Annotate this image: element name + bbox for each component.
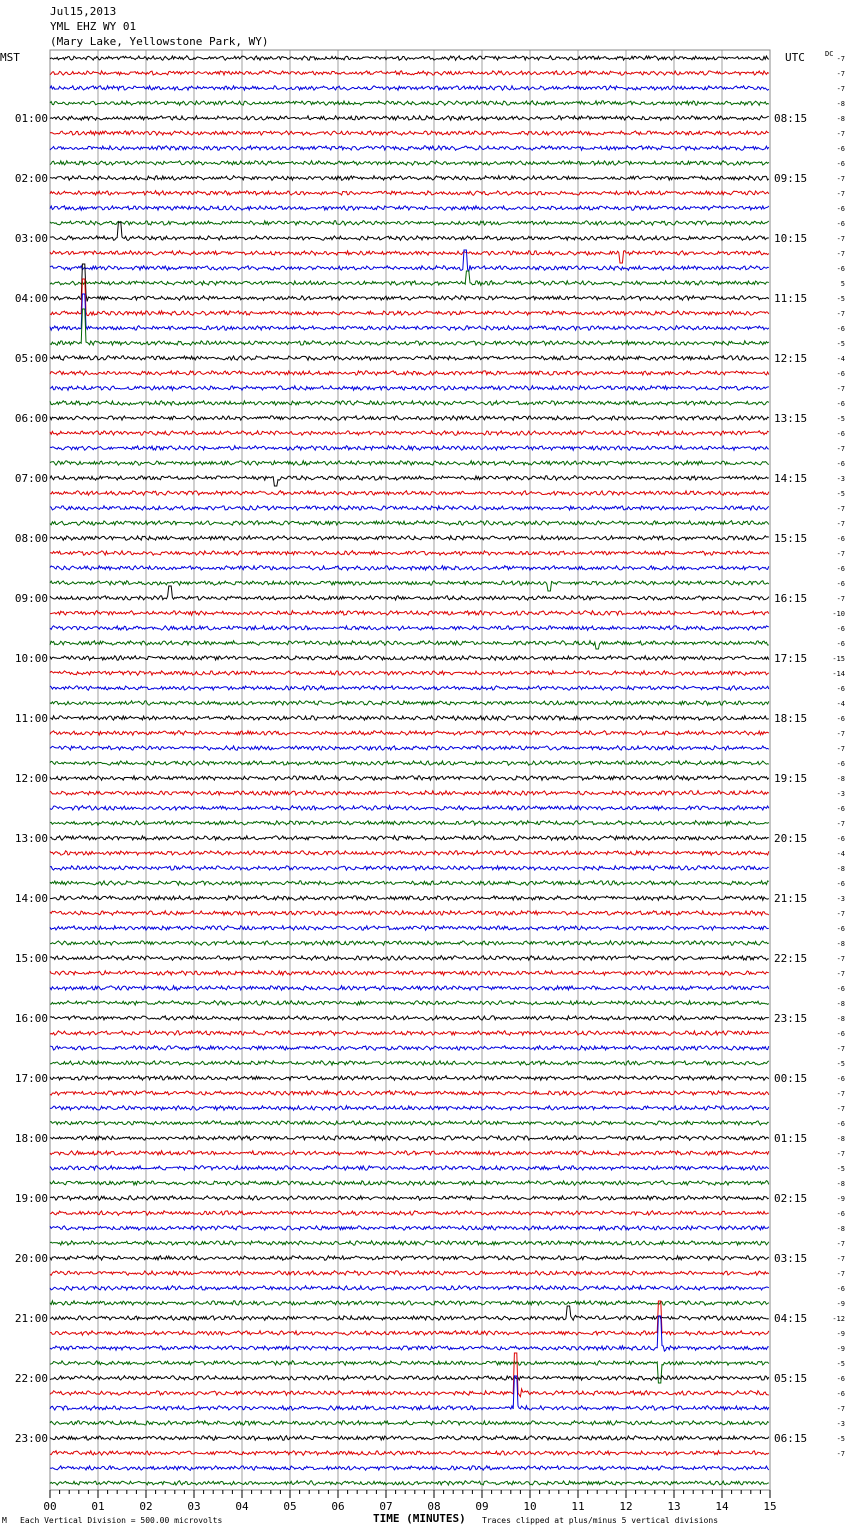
- left-hour-label: 17:00: [14, 1072, 48, 1085]
- trace-80: [50, 1241, 769, 1245]
- trace-63: [50, 986, 769, 991]
- right-hour-label: 15:15: [774, 532, 808, 545]
- trace-65: [50, 1016, 769, 1021]
- trace-offset-label: -6: [836, 535, 845, 543]
- trace-offset-label: -7: [836, 1405, 845, 1413]
- x-tick-label: 12: [619, 1500, 633, 1513]
- left-timezone: MST: [0, 51, 20, 64]
- x-tick-label: 08: [427, 1500, 441, 1513]
- trace-offset-label: -6: [836, 985, 845, 993]
- left-hour-label: 06:00: [14, 412, 48, 425]
- trace-offset-label: -7: [836, 175, 845, 183]
- trace-5: [50, 116, 769, 121]
- right-hour-label: 21:15: [774, 892, 808, 905]
- trace-77: [50, 1196, 769, 1200]
- trace-offset-label: -8: [836, 1180, 845, 1188]
- trace-offset-label: -8: [836, 1135, 845, 1143]
- chart-date: Jul15,2013: [50, 5, 117, 18]
- trace-45: [50, 716, 769, 721]
- trace-offset-label: -7: [836, 595, 845, 603]
- trace-43: [50, 686, 769, 690]
- left-hour-label: 21:00: [14, 1312, 48, 1325]
- trace-offset-label: -9: [836, 1345, 845, 1353]
- trace-lines: [50, 56, 769, 1485]
- trace-offset-label: -8: [836, 115, 845, 123]
- trace-offset-label: -6: [836, 1120, 845, 1128]
- right-hour-label: 22:15: [774, 952, 808, 965]
- right-hour-label: 09:15: [774, 172, 808, 185]
- trace-offset-label: -6: [836, 400, 845, 408]
- trace-offset-label: -8: [836, 100, 845, 108]
- right-hour-label: 23:15: [774, 1012, 808, 1025]
- x-tick-label: 05: [283, 1500, 297, 1513]
- trace-offset-label: -6: [836, 1210, 845, 1218]
- trace-offset-label: -9: [836, 1300, 845, 1308]
- x-axis-ticks: [50, 1490, 770, 1498]
- trace-offset-label: -7: [836, 910, 845, 918]
- trace-11: [50, 206, 769, 210]
- trace-offset-label: -4: [836, 850, 845, 858]
- trace-29: [50, 476, 769, 486]
- trace-offset-label: -8: [836, 1015, 845, 1023]
- trace-1: [50, 56, 769, 61]
- left-hour-label: 04:00: [14, 292, 48, 305]
- left-hour-label: 01:00: [14, 112, 48, 125]
- right-hour-label: 05:15: [774, 1372, 808, 1385]
- right-hour-label: 00:15: [774, 1072, 808, 1085]
- trace-26: [50, 431, 769, 436]
- trace-10: [50, 191, 769, 196]
- x-tick-label: 02: [139, 1500, 153, 1513]
- trace-offset-label: -5: [836, 1165, 845, 1173]
- left-hour-label: 02:00: [14, 172, 48, 185]
- trace-offset-label: -6: [836, 625, 845, 633]
- trace-57: [50, 896, 769, 901]
- trace-21: [50, 356, 769, 360]
- trace-14: [50, 251, 769, 263]
- trace-offset-label: -15: [832, 655, 845, 663]
- trace-offset-label: -7: [836, 1105, 845, 1113]
- trace-70: [50, 1091, 769, 1096]
- x-tick-label: 15: [763, 1500, 777, 1513]
- trace-offset-label: -6: [836, 265, 845, 273]
- trace-25: [50, 416, 769, 421]
- trace-offset-label: -5: [836, 340, 845, 348]
- left-hour-label: 11:00: [14, 712, 48, 725]
- x-tick-label: 10: [523, 1500, 537, 1513]
- trace-offset-label: -6: [836, 1030, 845, 1038]
- right-hour-label: 08:15: [774, 112, 808, 125]
- trace-34: [50, 551, 769, 556]
- trace-92: [50, 1421, 769, 1426]
- trace-offset-label: -6: [836, 430, 845, 438]
- trace-76: [50, 1181, 769, 1186]
- trace-offset-label: -6: [836, 835, 845, 843]
- trace-69: [50, 1076, 769, 1080]
- trace-96: [50, 1481, 769, 1485]
- trace-58: [50, 911, 769, 915]
- trace-24: [50, 401, 769, 405]
- trace-offset-label: -7: [836, 955, 845, 963]
- right-hour-label: 16:15: [774, 592, 808, 605]
- right-hour-label: 11:15: [774, 292, 808, 305]
- trace-8: [50, 161, 769, 166]
- trace-offset-label: -7: [836, 730, 845, 738]
- x-tick-label: 03: [187, 1500, 201, 1513]
- trace-offset-label: -5: [836, 1360, 845, 1368]
- trace-30: [50, 491, 769, 496]
- trace-offset-label: -7: [836, 235, 845, 243]
- trace-offset-label: -3: [836, 475, 845, 483]
- left-hour-label: 07:00: [14, 472, 48, 485]
- trace-52: [50, 821, 769, 826]
- left-hour-label: 18:00: [14, 1132, 48, 1145]
- scale-note: Each Vertical Division = 500.00 microvolts: [20, 1516, 223, 1525]
- x-tick-label: 13: [667, 1500, 681, 1513]
- left-hour-label: 23:00: [14, 1432, 48, 1445]
- trace-offset-label: -7: [836, 130, 845, 138]
- trace-offset-label: -7: [836, 445, 845, 453]
- trace-79: [50, 1226, 769, 1230]
- trace-offset-label: -6: [836, 715, 845, 723]
- x-axis-label: TIME (MINUTES): [373, 1512, 466, 1525]
- trace-offset-label: -6: [836, 580, 845, 588]
- trace-offset-label: -6: [836, 685, 845, 693]
- trace-offset-label: -14: [832, 670, 845, 678]
- trace-73: [50, 1136, 769, 1141]
- trace-offset-label: -7: [836, 385, 845, 393]
- trace-74: [50, 1151, 769, 1155]
- trace-68: [50, 1061, 769, 1066]
- trace-offset-label: -5: [836, 295, 845, 303]
- trace-12: [50, 221, 769, 226]
- trace-offset-label: -4: [836, 355, 845, 363]
- right-hour-label: 10:15: [774, 232, 808, 245]
- trace-offset-label: -7: [836, 970, 845, 978]
- trace-offset-label: -6: [836, 1390, 845, 1398]
- trace-55: [50, 866, 769, 870]
- right-hour-label: 20:15: [774, 832, 808, 845]
- trace-83: [50, 1286, 769, 1291]
- left-hour-label: 15:00: [14, 952, 48, 965]
- x-tick-label: 11: [571, 1500, 585, 1513]
- trace-38: [50, 611, 769, 616]
- trace-offset-label: -8: [836, 940, 845, 948]
- trace-42: [50, 671, 769, 676]
- right-hour-label: 04:15: [774, 1312, 808, 1325]
- trace-offset-label: -8: [836, 775, 845, 783]
- left-hour-label: 05:00: [14, 352, 48, 365]
- axis-labels: [15, 55, 845, 1513]
- left-hour-label: 10:00: [14, 652, 48, 665]
- trace-offset-label: -3: [836, 1420, 845, 1428]
- trace-54: [50, 851, 769, 856]
- trace-offset-label: -6: [836, 925, 845, 933]
- trace-offset-label: -6: [836, 370, 845, 378]
- trace-60: [50, 941, 769, 946]
- trace-offset-label: -5: [836, 490, 845, 498]
- trace-23: [50, 386, 769, 391]
- trace-offset-label: -7: [836, 1450, 845, 1458]
- trace-47: [50, 746, 769, 750]
- trace-offset-label: -8: [836, 865, 845, 873]
- left-hour-label: 12:00: [14, 772, 48, 785]
- trace-61: [50, 956, 769, 961]
- left-hour-label: 14:00: [14, 892, 48, 905]
- trace-offset-label: -12: [832, 1315, 845, 1323]
- trace-offset-label: -7: [836, 250, 845, 258]
- trace-offset-label: -6: [836, 325, 845, 333]
- trace-offset-label: -7: [836, 505, 845, 513]
- trace-2: [50, 71, 769, 75]
- left-hour-label: 03:00: [14, 232, 48, 245]
- trace-94: [50, 1451, 769, 1456]
- trace-offset-label: -6: [836, 460, 845, 468]
- trace-offset-label: -9: [836, 1195, 845, 1203]
- trace-59: [50, 926, 769, 930]
- trace-17: [50, 264, 769, 301]
- trace-offset-label: -8: [836, 1225, 845, 1233]
- trace-72: [50, 1121, 769, 1126]
- trace-13: [50, 222, 769, 241]
- trace-41: [50, 656, 769, 661]
- trace-44: [50, 701, 769, 705]
- trace-32: [50, 521, 769, 526]
- trace-offset-label: -7: [836, 310, 845, 318]
- trace-33: [50, 536, 769, 540]
- trace-offset-label: -7: [836, 820, 845, 828]
- right-hour-label: 13:15: [774, 412, 808, 425]
- trace-offset-label: -10: [832, 610, 845, 618]
- trace-offset-label: -7: [836, 55, 845, 63]
- trace-offset-label: -7: [836, 550, 845, 558]
- trace-offset-label: -6: [836, 760, 845, 768]
- trace-offset-label: -7: [836, 1045, 845, 1053]
- trace-48: [50, 761, 769, 766]
- right-hour-label: 19:15: [774, 772, 808, 785]
- trace-offset-label: -5: [836, 1060, 845, 1068]
- right-hour-label: 17:15: [774, 652, 808, 665]
- left-hour-label: 09:00: [14, 592, 48, 605]
- left-hour-label: 19:00: [14, 1192, 48, 1205]
- trace-offset-label: -6: [836, 160, 845, 168]
- trace-27: [50, 446, 769, 451]
- trace-49: [50, 776, 769, 781]
- trace-offset-label: -6: [836, 1375, 845, 1383]
- trace-53: [50, 836, 769, 841]
- trace-offset-label: -7: [836, 745, 845, 753]
- trace-offset-label: -6: [836, 220, 845, 228]
- trace-37: [50, 586, 769, 600]
- trace-offset-label: -6: [836, 205, 845, 213]
- trace-offset-label: -7: [836, 1150, 845, 1158]
- trace-51: [50, 806, 769, 811]
- trace-82: [50, 1271, 769, 1276]
- left-hour-label: 16:00: [14, 1012, 48, 1025]
- trace-offset-label: -7: [836, 1270, 845, 1278]
- trace-9: [50, 176, 769, 181]
- right-hour-label: 06:15: [774, 1432, 808, 1445]
- trace-75: [50, 1166, 769, 1171]
- right-timezone: UTC: [785, 51, 805, 64]
- trace-3: [50, 86, 769, 91]
- trace-offset-label: -7: [836, 70, 845, 78]
- trace-7: [50, 146, 769, 151]
- left-hour-label: 22:00: [14, 1372, 48, 1385]
- trace-offset-label: -7: [836, 190, 845, 198]
- trace-35: [50, 566, 769, 571]
- trace-56: [50, 881, 769, 885]
- trace-4: [50, 101, 769, 106]
- left-hour-label: 20:00: [14, 1252, 48, 1265]
- trace-71: [50, 1106, 769, 1111]
- trace-66: [50, 1031, 769, 1035]
- x-tick-label: 06: [331, 1500, 345, 1513]
- trace-46: [50, 731, 769, 736]
- right-hour-label: 18:15: [774, 712, 808, 725]
- trace-22: [50, 371, 769, 376]
- trace-offset-label: -5: [836, 1435, 845, 1443]
- left-hour-label: 08:00: [14, 532, 48, 545]
- x-tick-label: 07: [379, 1500, 393, 1513]
- trace-offset-label: -7: [836, 1255, 845, 1263]
- trace-18: [50, 279, 769, 316]
- trace-offset-label: -6: [836, 880, 845, 888]
- x-tick-label: 09: [475, 1500, 489, 1513]
- corner-mark: M: [2, 1516, 7, 1525]
- x-tick-label: 00: [43, 1500, 57, 1513]
- trace-64: [50, 1001, 769, 1006]
- trace-67: [50, 1046, 769, 1050]
- trace-offset-label: -7: [836, 1240, 845, 1248]
- trace-offset-label: -6: [836, 145, 845, 153]
- chart-title: YML EHZ WY 01: [50, 20, 137, 33]
- trace-offset-label: -6: [836, 1285, 845, 1293]
- dc-label: DC: [825, 50, 834, 58]
- x-tick-label: 01: [91, 1500, 105, 1513]
- trace-40: [50, 641, 769, 649]
- trace-offset-label: -4: [836, 700, 845, 708]
- trace-93: [50, 1436, 769, 1440]
- trace-78: [50, 1211, 769, 1216]
- trace-28: [50, 461, 769, 466]
- trace-81: [50, 1256, 769, 1261]
- right-hour-label: 03:15: [774, 1252, 808, 1265]
- trace-62: [50, 971, 769, 976]
- x-tick-label: 04: [235, 1500, 249, 1513]
- trace-95: [50, 1466, 769, 1471]
- station-location: (Mary Lake, Yellowstone Park, WY): [50, 35, 269, 48]
- right-hour-label: 02:15: [774, 1192, 808, 1205]
- trace-offset-label: -3: [836, 790, 845, 798]
- trace-offset-label: -7: [836, 85, 845, 93]
- left-hour-label: 13:00: [14, 832, 48, 845]
- trace-offset-label: -9: [836, 1330, 845, 1338]
- x-tick-label: 14: [715, 1500, 729, 1513]
- trace-offset-label: -6: [836, 805, 845, 813]
- trace-offset-label: -6: [836, 640, 845, 648]
- trace-offset-label: -5: [836, 415, 845, 423]
- trace-offset-label: 5: [840, 280, 845, 288]
- trace-6: [50, 131, 769, 136]
- right-hour-label: 12:15: [774, 352, 808, 365]
- trace-offset-label: -6: [836, 1075, 845, 1083]
- trace-50: [50, 791, 769, 796]
- trace-16: [50, 271, 769, 285]
- right-hour-label: 14:15: [774, 472, 808, 485]
- trace-offset-label: -7: [836, 520, 845, 528]
- trace-offset-label: -6: [836, 565, 845, 573]
- trace-31: [50, 506, 769, 510]
- clip-note: Traces clipped at plus/minus 5 vertical divisions: [482, 1516, 719, 1525]
- trace-39: [50, 626, 769, 631]
- trace-offset-label: -7: [836, 1090, 845, 1098]
- trace-offset-label: -8: [836, 1000, 845, 1008]
- trace-36: [50, 581, 769, 591]
- right-hour-label: 01:15: [774, 1132, 808, 1145]
- trace-offset-label: -3: [836, 895, 845, 903]
